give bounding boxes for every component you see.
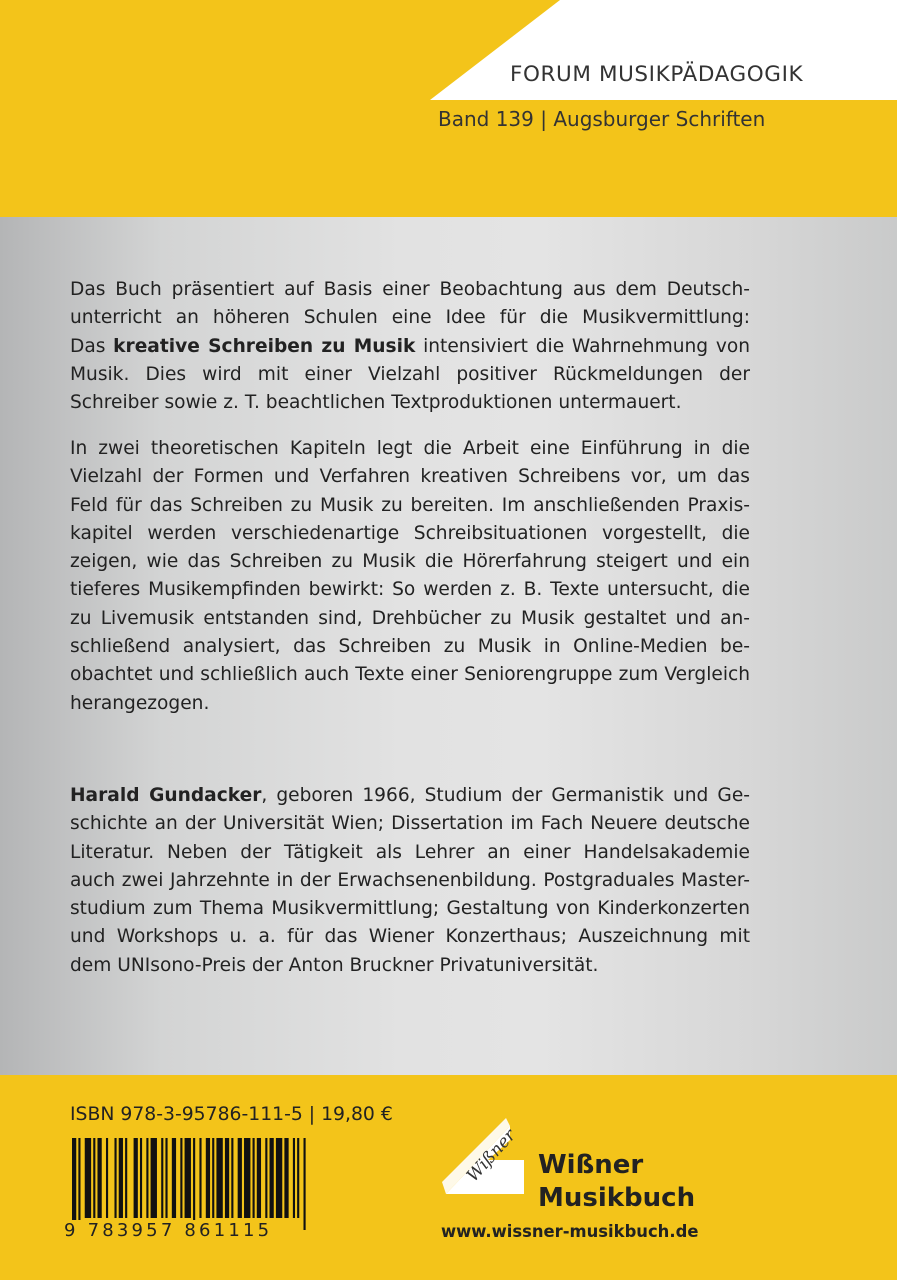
barcode-bar xyxy=(165,1138,167,1218)
barcode-bar xyxy=(93,1138,95,1218)
barcode-bar xyxy=(231,1138,233,1218)
text-line: zu Livemusik entstanden sind, Drehbücher zu Musik gestaltet und an- xyxy=(70,607,750,629)
barcode-bar xyxy=(78,1138,80,1230)
barcode-bar xyxy=(151,1138,157,1218)
text-line: Musik. Dies wird mit einer Vielzahl positiver Rückmeldungen der xyxy=(70,363,750,385)
barcode-bar xyxy=(257,1138,261,1218)
series-title: FORUM MUSIKPÄDAGOGIK xyxy=(510,62,804,87)
text-line: herangezogen. xyxy=(70,692,210,714)
barcode-bar xyxy=(146,1138,148,1218)
barcode-bar xyxy=(106,1138,108,1218)
barcode-bar xyxy=(304,1138,306,1230)
barcode-bar xyxy=(276,1138,282,1218)
text-line: Das kreative Schreiben zu Musik intensiviert die Wahrnehmung von xyxy=(70,335,750,357)
barcode-bar xyxy=(97,1138,101,1218)
publisher-name-line2: Musikbuch xyxy=(538,1183,696,1213)
text-line: Literatur. Neben der Tätigkeit als Lehrer an einer Handelsakademie xyxy=(70,841,750,863)
barcode-bar xyxy=(180,1138,182,1218)
barcode-bar xyxy=(119,1138,123,1218)
text-line: kapitel werden verschiedenartige Schreibsituationen vorgestellt, die xyxy=(70,522,750,544)
barcode-bar xyxy=(134,1138,138,1218)
text-line: dem UNIsono-Preis der Anton Bruckner Privatuniversität. xyxy=(70,954,599,976)
barcode-bar xyxy=(225,1138,229,1218)
publisher-name-line1: Wißner xyxy=(538,1150,644,1180)
author-bio xyxy=(70,782,750,980)
barcode-digits: 9 783957 861115 xyxy=(64,1220,273,1241)
blurb-paragraph-1 xyxy=(70,276,750,417)
text-line: obachtet und schließlich auch Texte einer Seniorengruppe zum Vergleich xyxy=(70,664,750,686)
bold-phrase: kreative Schreiben zu Musik xyxy=(113,335,416,357)
barcode-bar xyxy=(140,1138,142,1218)
blurb-paragraph-2 xyxy=(70,435,750,718)
barcode-bar xyxy=(297,1138,299,1218)
barcode xyxy=(72,1138,312,1230)
barcode-bar xyxy=(253,1138,255,1218)
publisher-url: www.wissner-musikbuch.de xyxy=(441,1222,699,1241)
barcode-bar xyxy=(270,1138,274,1218)
barcode-bar xyxy=(161,1138,163,1218)
text-line: und Workshops u. a. für das Wiener Konzerthaus; Auszeichnung mit xyxy=(70,926,750,948)
barcode-bar xyxy=(72,1138,76,1230)
text-line: studium zum Thema Musikvermittlung; Gestaltung von Kinderkonzerten xyxy=(70,898,750,920)
barcode-bar xyxy=(284,1138,288,1218)
barcode-bar xyxy=(293,1138,295,1218)
barcode-bar xyxy=(172,1138,176,1218)
text-line: zeigen, wie das Schreiben zu Musik die Hörerfahrung steigert und ein xyxy=(70,551,750,573)
publisher-logo-text: Wißner xyxy=(462,1125,521,1186)
text-line: Feld für das Schreiben zu Musik zu bereiten. Im anschließenden Praxis- xyxy=(70,494,750,516)
barcode-bar xyxy=(212,1138,214,1218)
barcode-bar xyxy=(265,1138,267,1218)
text-line: unterricht an höheren Schulen eine Idee für die Musikvermittlung: xyxy=(70,307,750,329)
bold-phrase: Harald Gundacker xyxy=(70,785,262,806)
barcode-bar xyxy=(185,1138,191,1218)
text-line: Schreiber sowie z. T. beachtlichen Textproduktionen untermauert. xyxy=(70,392,682,414)
isbn-price: ISBN 978-3-95786-111-5 | 19,80 € xyxy=(70,1104,393,1125)
text-line: Das Buch präsentiert auf Basis einer Beobachtung aus dem Deutsch- xyxy=(70,279,750,300)
barcode-bar xyxy=(244,1138,250,1218)
barcode-bar xyxy=(238,1138,242,1218)
text-line: In zwei theoretischen Kapiteln legt die Arbeit eine Einführung in die xyxy=(70,438,750,459)
publisher-logo xyxy=(428,1108,528,1208)
text-line: Harald Gundacker, geboren 1966, Studium der Germanistik und Ge- xyxy=(70,785,750,806)
barcode-bar xyxy=(193,1138,195,1230)
barcode-bar xyxy=(199,1138,201,1218)
barcode-bar xyxy=(216,1138,222,1218)
barcode-bar xyxy=(125,1138,127,1218)
text-line: schichte an der Universität Wien; Dissertation im Fach Neuere deutsche xyxy=(70,813,750,835)
text-line: tieferes Musikempfinden bewirkt: So werden z. B. Texte untersucht, die xyxy=(70,579,750,601)
series-subtitle: Band 139 | Augsburger Schriften xyxy=(438,107,766,131)
barcode-bar xyxy=(114,1138,116,1218)
text-line: schließend analysiert, das Schreiben zu Musik in Online-Medien be- xyxy=(70,636,750,658)
text-line: Vielzahl der Formen und Verfahren kreativen Schreibens vor, um das xyxy=(70,466,750,488)
text-line: auch zwei Jahrzehnte in der Erwachsenenbildung. Postgraduales Master- xyxy=(70,869,750,891)
barcode-bar xyxy=(85,1138,91,1218)
barcode-bar xyxy=(206,1138,210,1218)
